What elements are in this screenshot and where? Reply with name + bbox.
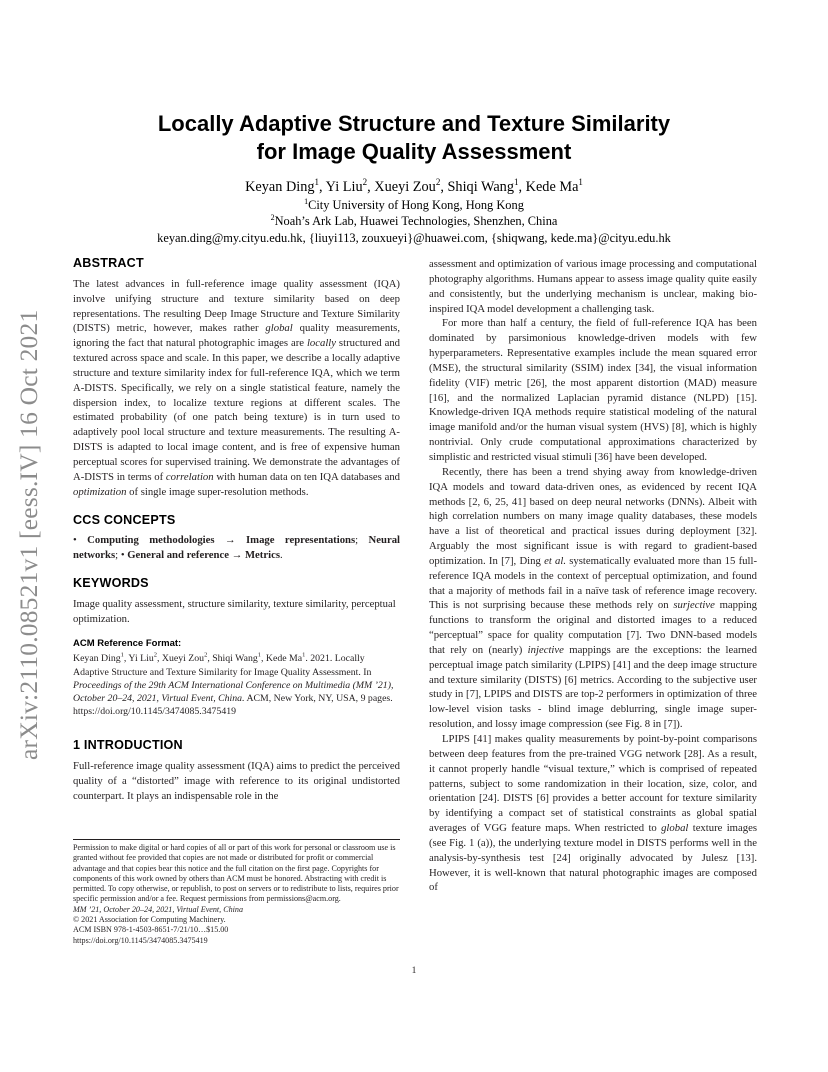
author-name: Kede Ma bbox=[525, 179, 579, 195]
author-name: Keyan Ding bbox=[245, 179, 315, 195]
isbn-line: ACM ISBN 978-1-4503-8651-7/21/10…$15.00 bbox=[73, 925, 229, 935]
author-name: Xueyi Zou bbox=[374, 179, 436, 195]
author-name: Shiqi Wang bbox=[447, 179, 514, 195]
affiliation-2 bbox=[0, 213, 828, 229]
title-line-2: for Image Quality Assessment bbox=[256, 139, 572, 164]
keywords-heading: KEYWORDS bbox=[73, 576, 149, 591]
paper-title bbox=[0, 110, 828, 166]
affiliation-mark: 1 bbox=[304, 196, 309, 206]
keywords-text: Image quality assessment, structure similarity, texture similarity, perceptual optimization. bbox=[73, 597, 396, 625]
introduction-heading: 1 INTRODUCTION bbox=[73, 738, 183, 753]
ccs-concepts: • Computing methodologies → Image representations; Neural networks; • General and reference → Metrics. bbox=[73, 534, 401, 562]
abstract-text: The latest advances in full-reference image quality assessment (IQA) involve unifying structure and texture similarity based on deep representations. The resulting Deep Image Structure and Texture Similarity (DISTS) metric, however, makes rather global quality measurements, ignoring the fact that natural photographic images are locally structured and textured across space and scale. In this paper, we describe a locally adaptive structure and texture similarity index for full-reference IQA, which we term A-DISTS. Specifically, we rely on a single statistical feature, namely the dispersion index, to localize texture regions at different scales. The estimated probability (of one patch being texture) is in turn used to adaptively pool local structure and texture measurements. The resulting A-DISTS is adapted to local image content, and is free of expensive human perceptual scores for supervised training. We demonstrate the advantages of A-DISTS in terms of correlation with human data on ten IQA databases and optimization of single image super-resolution methods. bbox=[73, 277, 401, 498]
body-paragraph: Recently, there has been a trend shying away from knowledge-driven IQA models and toward data-driven ones, as evidenced by recent IQA methods [2, 6, 25, 41] based on deep neural networks (DNNs). Albeit with high correlation numbers on many image quality databases, these models have a list of theoretical and practical issues during deployment [32]. Arguably the most significant issue is with regard to gradient-based optimization. In [7], Ding et al. systematically evaluated more than 15 full-reference IQA models in the context of perceptual optimization, and found that a majority of methods fail in a naïve task of reference image recovery. This is not surprising because these methods rely on surjective mapping functions to transform the original and distorted images to a reduced “perceptual” space for quality computation [7]. Two DNN-based models that rely on (nearly) injective mappings are the exceptions: the learned perceptual image patch similarity (LPIPS) [41] and the deep image structure and texture similarity (DISTS) [6] metrics. According to the subjective user study in [7], LPIPS and DISTS are top-2 performers in optimization of three low-level vision tasks - blind image deblurring, single image super-resolution, and lossy image compression (see Fig. 8 in [7]). bbox=[429, 465, 758, 731]
conference-info: MM ’21, October 20–24, 2021, Virtual Event, China bbox=[73, 904, 244, 914]
page-number: 1 bbox=[411, 966, 417, 976]
ccs-heading: CCS CONCEPTS bbox=[73, 512, 176, 527]
affiliation-mark: 2 bbox=[270, 212, 275, 222]
permission-text: Permission to make digital or hard copies of all or part of this work for personal or classroom use is granted without fee provided that copies are not made or distributed for profit or commercial advantage and that copies bear this notice and the full citation on the first page. Copyrights for components of this work owned by others than ACM must be honored. Abstracting with credit is permitted. To copy otherwise, or republish, to post on servers or to redistribute to lists, requires prior specific permission and/or a fee. Request permissions from permissions@acm.org. bbox=[73, 843, 399, 904]
affiliation-text: City University of Hong Kong, Hong Kong bbox=[308, 198, 524, 212]
affiliation-text: Noah’s Ark Lab, Huawei Technologies, Shenzhen, China bbox=[274, 214, 558, 228]
affiliation-mark: 2 bbox=[362, 177, 368, 188]
acm-reference-heading: ACM Reference Format: bbox=[73, 637, 182, 649]
affiliation-mark: 2 bbox=[435, 177, 441, 188]
doi-line: https://doi.org/10.1145/3474085.3475419 bbox=[73, 935, 208, 945]
abstract-heading: ABSTRACT bbox=[73, 256, 144, 270]
affiliation-1 bbox=[0, 197, 828, 213]
affiliation-mark: 1 bbox=[513, 177, 519, 188]
title-line-1: Locally Adaptive Structure and Texture Similarity bbox=[157, 111, 671, 136]
affiliation-mark: 1 bbox=[578, 177, 583, 188]
body-paragraph: assessment and optimization of various image processing and computational photography algorithms. Humans appear to assess image quality quite easily and consistently, but the underlying mechanism is unclear, making bio-inspired IQA model development a challenging task. bbox=[429, 258, 757, 315]
body-paragraph: LPIPS [41] makes quality measurements by point-by-point comparisons between deep features from the pre-trained VGG network [28]. As a result, it cannot properly handle “visual texture,” which is comprised of repeated patterns, subject to some randomization in their location, size, color, and orientation [24]. DISTS [6] provides a better account for texture similarity by identifying a compact set of statistical constraints as global spatial averages of VGG feature maps. When restricted to global texture images (see Fig. 1 (a)), the underlying texture model in DISTS performs well in the analysis-by-synthesis test [24] originally advocated by Julesz [13]. However, it is well-known that natural photographic images are composed of bbox=[429, 733, 757, 894]
author-name: Yi Liu bbox=[325, 179, 363, 195]
arxiv-identifier-stamp: arXiv:2110.08521v1 [eess.IV] 16 Oct 2021 bbox=[14, 309, 43, 760]
copyright-notice bbox=[73, 839, 400, 946]
introduction-text: Full-reference image quality assessment (IQA) aims to predict the perceived quality of a “distorted” image with reference to its original undistorted counterpart. It plays an indispensable role in the bbox=[73, 760, 400, 802]
acm-reference-text: Keyan Ding$^1$, Yi Liu$^2$, Xueyi Zou$^2$, Shiqi Wang$^1$, Kede Ma$^1$. 2021. Locally Adaptive Structure and Texture Similarity for Image Quality Assessment. In Proceedings of the 29th ACM International Conference on Multimedia (MM ’21), October 20–24, 2021, Virtual Event, China. ACM, New York, NY, USA, 9 pages. https://doi.org/10.1145/3474085.3475419 bbox=[73, 652, 394, 718]
body-paragraph: For more than half a century, the field of full-reference IQA has been dominated by parsimonious knowledge-driven models with few hyperparameters. Representative examples include the mean squared error (MSE), the structural similarity (SSIM) index [34], the visual information fidelity (VIF) metric [26], the most apparent distortion (MAD) measure [16], and the normalized Laplacian pyramid distance (NLPD) [15]. Knowledge-driven IQA methods require statistical modeling of the natural image manifold and/or the human visual system (HVS) [8], which is highly nontrivial. Only crude computational approximations characterized by simplistic and restricted visual stimuli [36] have been developed. bbox=[429, 317, 757, 463]
left-column bbox=[73, 256, 400, 804]
affiliation-mark: 1 bbox=[314, 177, 320, 188]
copyright-line: © 2021 Association for Computing Machinery. bbox=[73, 915, 226, 925]
right-column bbox=[429, 257, 757, 895]
author-emails: keyan.ding@my.cityu.edu.hk, {liuyi113, zouxueyi}@huawei.com, {shiqwang, kede.ma}@cityu.edu.hk bbox=[157, 231, 671, 245]
author-list: Keyan Ding$^1$, Yi Liu$^2$, Xueyi Zou$^2$, Shiqi Wang$^1$, Kede Ma$^1$ bbox=[245, 177, 583, 195]
